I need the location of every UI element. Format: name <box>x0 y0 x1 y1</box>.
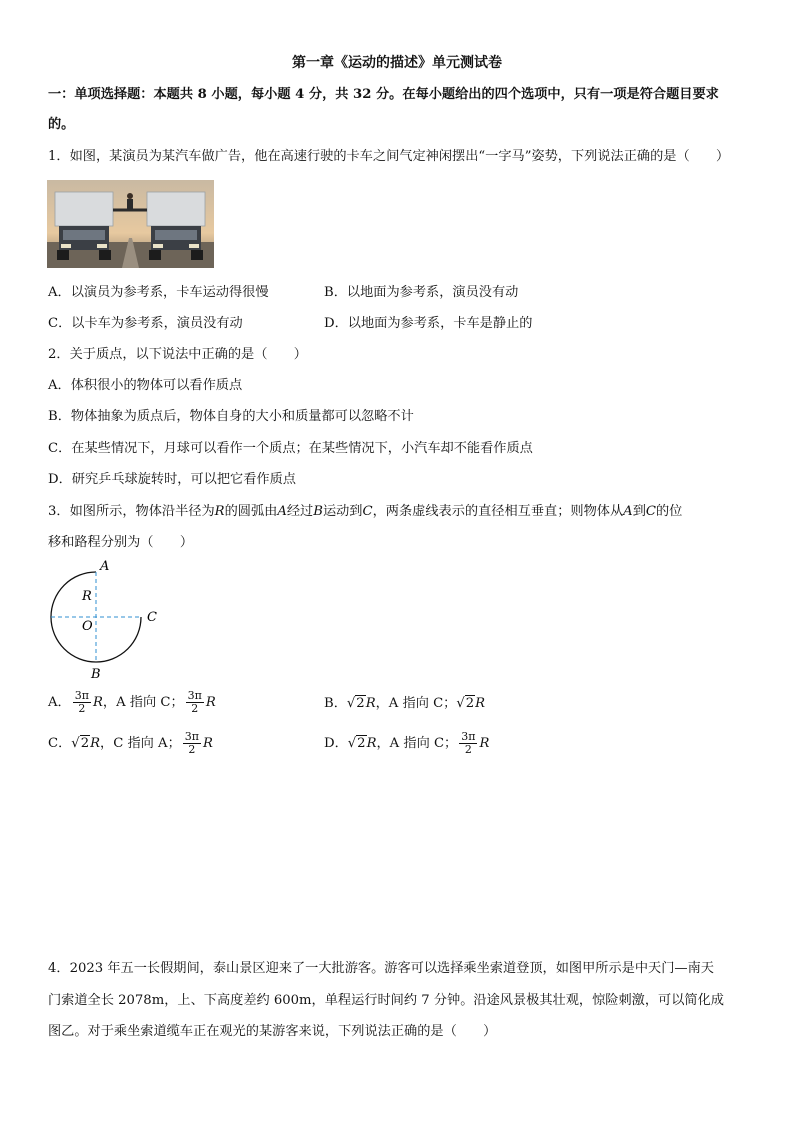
page-title: 第一章《运动的描述》单元测试卷 <box>292 55 502 71</box>
trucks-photo <box>47 180 214 268</box>
q1-option-a: A．以演员为参考系，卡车运动得很慢 <box>48 285 269 300</box>
q4-stem-line2: 门索道全长 2078m，上、下高度差约 600m，单程运行时间约 7 分钟。沿途风景极其壮观，惊险刺激，可以简化成 <box>48 993 724 1008</box>
label-a: A <box>100 559 110 574</box>
label-b: B <box>91 667 101 682</box>
q2-option-c: C．在某些情况下，月球可以看作一个质点；在某些情况下，小汽车却不能看作质点 <box>48 441 533 456</box>
q3-stem-line1: 3．如图所示，物体沿半径为R的圆弧由A经过B运动到C，两条虚线表示的直径相互垂直；则物体从A到C的位 <box>48 504 683 519</box>
q2-stem: 2．关于质点，以下说法中正确的是（ ） <box>48 347 307 362</box>
q1-option-c: C．以卡车为参考系，演员没有动 <box>48 316 243 331</box>
section-heading: 一：单项选择题：本题共 8 小题，每小题 4 分，共 32 分。在每小题给出的四个选项中，只有一项是符合题目要求 <box>48 87 719 102</box>
q1-option-b: B．以地面为参考系，演员没有动 <box>324 285 519 300</box>
q2-option-a: A．体积很小的物体可以看作质点 <box>48 378 243 393</box>
label-c: C <box>147 610 157 625</box>
q1-option-d: D．以地面为参考系，卡车是静止的 <box>324 316 533 331</box>
q1-stem: 1．如图，某演员为某汽车做广告，他在高速行驶的卡车之间气定神闲摆出“一字马”姿势，下列说法正确的是（ ） <box>48 149 730 164</box>
q3-option-b: B．√2R，A 指向 C；√2R <box>324 696 486 711</box>
q4-stem-line1: 4．2023 年五一长假期间，泰山景区迎来了一大批游客。游客可以选择乘坐索道登顶，如图甲所示是中天门—南天 <box>48 961 714 976</box>
label-o: O <box>82 619 93 634</box>
q3-option-a: A． $\frac{3\pi}{2}$ R，A 指向 C； $\frac{3\pi}{2}$ R <box>48 689 216 715</box>
q3-option-c: C．√2R，C 指向 A； $\frac{3\pi}{2}$ R <box>48 730 213 756</box>
q2-option-d: D．研究乒乓球旋转时，可以把它看作质点 <box>48 472 296 487</box>
q3-stem-line2: 移和路程分别为（ ） <box>48 535 194 550</box>
q4-stem-line3: 图乙。对于乘坐索道缆车正在观光的某游客来说，下列说法正确的是（ ） <box>48 1024 497 1039</box>
circle-arc-diagram <box>44 558 174 682</box>
q3-option-d: D．√2R，A 指向 C； $\frac{3\pi}{2}$ R <box>324 730 490 756</box>
section-heading-cont: 的。 <box>48 117 75 132</box>
label-r: R <box>82 589 92 604</box>
q2-option-b: B．物体抽象为质点后，物体自身的大小和质量都可以忽略不计 <box>48 409 414 424</box>
